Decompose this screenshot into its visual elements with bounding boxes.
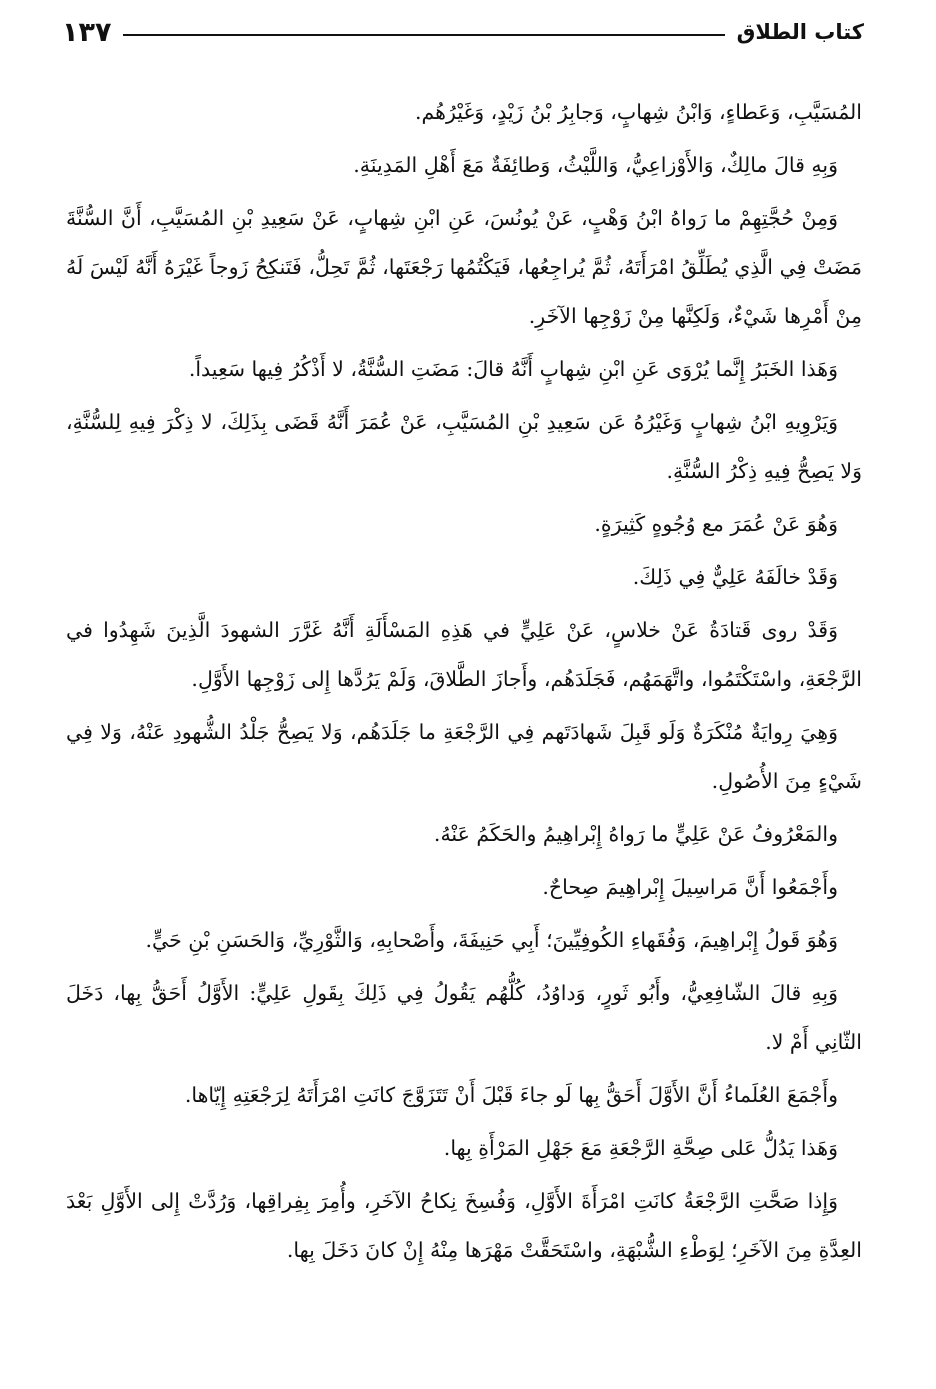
paragraph: وَهُوَ عَنْ عُمَرَ مع وُجُوهٍ كَثِيرَةٍ. xyxy=(594,512,838,536)
paragraph: وَقَدْ خالَفَهُ عَلِيٌّ فِي ذَلِكَ. xyxy=(632,565,838,589)
paragraph: وَبِهِ قالَ مالِكٌ، وَالأَوْزاعِيُّ، وَاللَّيْثُ، وَطائِفَةٌ مَعَ أَهْلِ المَدِينَةِ. xyxy=(353,153,838,177)
paragraph: وَقَدْ روى قَتادَةُ عَنْ خلاسٍ، عَنْ عَلِيٍّ في هَذِهِ المَسْأَلَةِ أَنَّهُ غَرَّرَ الشهودَ الَّذِينَ شَهِدُوا في الرَّجْعَةِ، واسْتَكْتَمُوا، واتَّهَمَهُم، فَجَلَدَهُم، وأَجازَ الطَّلاقَ، وَلَمْ يَرُدَّها إِلى زَوْجِها الأَوَّلِ. xyxy=(66,618,862,691)
paragraph: وَهَذا يَدُلُّ عَلى صِحَّةِ الرَّجْعَةِ مَعَ جَهْلِ المَرْأَةِ بِها. xyxy=(443,1136,838,1160)
text-body xyxy=(66,88,862,1279)
header-rule xyxy=(123,34,724,36)
paragraph: وَبِهِ قالَ الشّافِعِيُّ، وأَبُو ثَورٍ، وَداوُدُ، كُلُّهُم يَقُولُ فِي ذَلِكَ بِقَولِ عَلِيٍّ: الأَوَّلُ أَحَقُّ بِها، دَخَلَ الثّانِي أَمْ لا. xyxy=(66,981,862,1054)
paragraph: وأَجْمَعُوا أَنَّ مَراسِيلَ إِبْراهِيمَ صِحاحٌ. xyxy=(542,875,838,899)
paragraph: وَهُوَ قَولُ إِبْراهِيمَ، وَفُقَهاءِ الكُوفِيِّينَ؛ أَبِي حَنِيفَةَ، وأَصْحابِهِ، وَالثَّوْرِيِّ، وَالحَسَنِ بْنِ حَيٍّ. xyxy=(145,928,838,952)
page-number: ١٣٧ xyxy=(62,16,112,48)
paragraph: وَإِذا صَحَّتِ الرَّجْعَةُ كانَتِ امْرَأَةَ الأَوَّلِ، وَفُسِخَ نِكاحُ الآخَرِ، وأُمِرَ بِفِراقِها، وَرُدَّتْ إِلى الأَوَّلِ بَعْدَ العِدَّةِ مِنَ الآخَرِ؛ لِوَطْءِ الشُّبْهَةِ، واسْتَحَقَّتْ مَهْرَها مِنْهُ إِنْ كانَ دَخَلَ بِها. xyxy=(66,1189,862,1262)
running-header xyxy=(62,12,864,52)
paragraph: المُسَيَّبِ، وَعَطاءٍ، وَابْنُ شِهابٍ، وَجابِرُ بْنُ زَيْدٍ، وَغَيْرُهُم. xyxy=(415,100,862,124)
paragraph: وَهَذا الخَبَرُ إِنَّما يُرْوَى عَنِ ابْنِ شِهابٍ أَنَّهُ قالَ: مَضَتِ السُّنَّةُ، لا أَذْكُرُ فِيها سَعِيداً. xyxy=(188,357,838,381)
paragraph: وأَجْمَعَ العُلَماءُ أَنَّ الأَوَّلَ أَحَقُّ بِها لَو جاءَ قَبْلَ أَنْ تَتَزَوَّجَ كانَتِ امْرَأَتَهُ لِرَجْعَتِهِ إِيّاها. xyxy=(184,1083,838,1107)
paragraph: وَيَرْوِيهِ ابْنُ شِهابٍ وَغَيْرُهُ عَن سَعِيدِ بْنِ المُسَيَّبِ، عَنْ عُمَرَ أَنَّهُ قَضَى بِذَلِكَ، لا ذِكْرَ فِيهِ لِلسُّنَّةِ، وَلا يَصِحُّ فِيهِ ذِكْرُ السُّنَّةِ. xyxy=(66,410,862,483)
book-title: كتاب الطلاق xyxy=(736,20,864,44)
paragraph: والمَعْرُوفُ عَنْ عَلِيٍّ ما رَواهُ إِبْراهِيمُ والحَكَمُ عَنْهُ. xyxy=(433,822,838,846)
paragraph: وَمِنْ حُجَّتِهِمْ ما رَواهُ ابْنُ وَهْبٍ، عَنْ يُونُسَ، عَنِ ابْنِ شِهابٍ، عَنْ سَعِيدِ بْنِ المُسَيَّبِ، أَنَّ السُّنَّةَ مَضَتْ فِي الَّذِي يُطَلِّقُ امْرَأَتَهُ، ثُمَّ يُراجِعُها، فَيَكْتُمُها رَجْعَتَها، ثُمَّ تَحِلُّ، فَتَنكِحُ زَوجاً غَيْرَهُ أَنَّهُ لَيْسَ لَهُ مِنْ أَمْرِها شَيْءٌ، وَلَكِنَّها مِنْ زَوْجِها الآخَرِ. xyxy=(66,206,862,328)
paragraph: وَهِيَ رِوايَةٌ مُنْكَرَةٌ وَلَو قَبِلَ شَهادَتَهم فِي الرَّجْعَةِ ما جَلَدَهُم، وَلا يَصِحُّ جَلْدُ الشُّهودِ عَنْهُ، وَلا فِي شَيْءٍ مِنَ الأُصُولِ. xyxy=(66,720,862,793)
